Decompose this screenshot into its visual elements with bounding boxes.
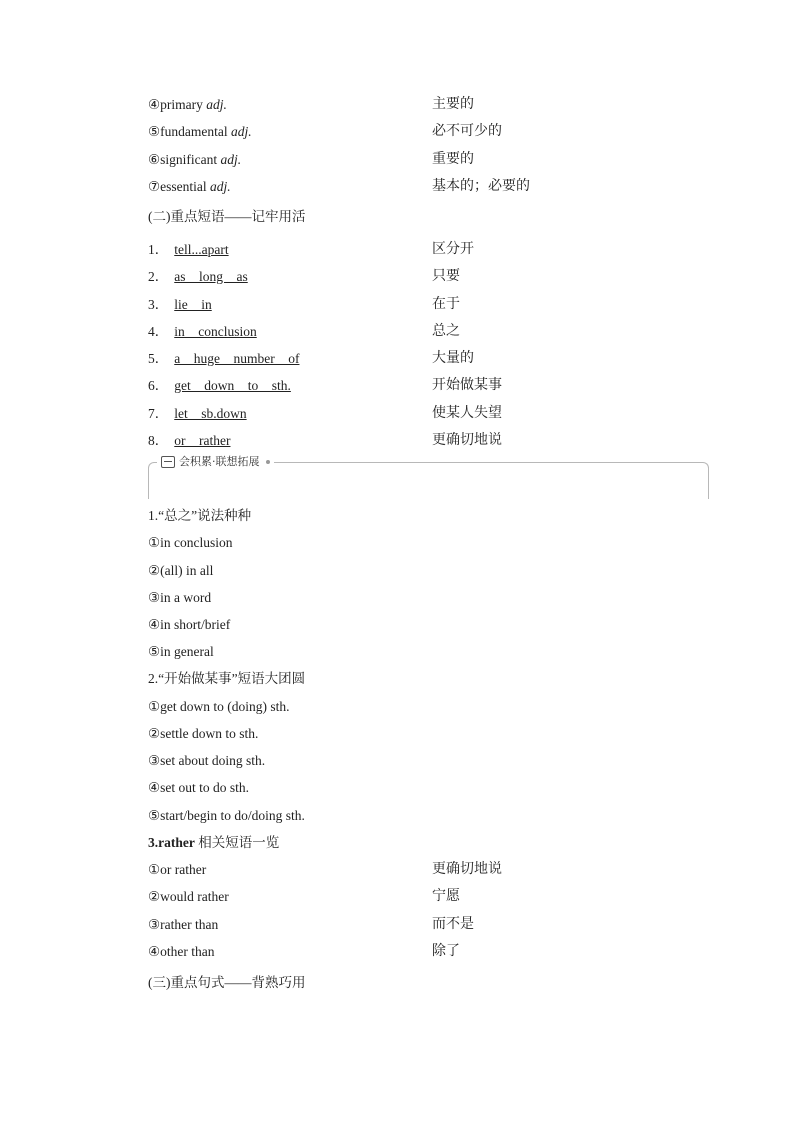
vocab-word: ⑦essential bbox=[148, 179, 210, 194]
phrase-number: 8． bbox=[148, 433, 169, 448]
phrase-number: 5． bbox=[148, 351, 169, 366]
group-3-phrase: ①or rather bbox=[148, 862, 207, 877]
vocab-word: ⑥significant bbox=[148, 152, 221, 167]
group-3-row bbox=[148, 914, 714, 936]
group-2-item: ⑤start/begin to do/doing sth. bbox=[148, 808, 305, 823]
book-icon bbox=[161, 456, 175, 468]
group-3-title bbox=[148, 832, 279, 854]
phrase-number: 7． bbox=[148, 406, 169, 421]
phrase-meaning: 更确切地说 bbox=[432, 433, 502, 448]
phrase-text: get down to sth. bbox=[174, 378, 291, 393]
dot-icon bbox=[266, 460, 270, 464]
phrase-row bbox=[148, 266, 714, 288]
vocab-row bbox=[148, 149, 714, 171]
vocab-meaning: 重要的 bbox=[432, 152, 474, 167]
group-2-title: 2.“开始做某事”短语大团圆 bbox=[148, 671, 306, 686]
group-1-item: ③in a word bbox=[148, 590, 212, 605]
group-3-meaning: 除了 bbox=[432, 944, 460, 959]
section-3-title: (三)重点句式——背熟巧用 bbox=[148, 975, 306, 990]
phrase-text: let sb.down bbox=[174, 406, 247, 421]
phrase-text: lie in bbox=[174, 297, 212, 312]
group-3-phrase: ④other than bbox=[148, 944, 215, 959]
group-2-item: ①get down to (doing) sth. bbox=[148, 699, 290, 714]
phrase-meaning: 区分开 bbox=[432, 242, 474, 257]
group-1-item: ①in conclusion bbox=[148, 535, 233, 550]
group-3-title-rest: 相关短语一览 bbox=[194, 835, 280, 850]
phrase-text: tell...apart bbox=[174, 242, 229, 257]
vocab-meaning: 必不可少的 bbox=[432, 124, 502, 139]
phrase-number: 1． bbox=[148, 242, 169, 257]
group-3-phrase: ②would rather bbox=[148, 889, 229, 904]
vocab-word: ⑤fundamental bbox=[148, 124, 231, 139]
phrase-number: 4． bbox=[148, 324, 169, 339]
group-3-row bbox=[148, 886, 714, 908]
expansion-box-label bbox=[157, 455, 274, 469]
group-1-item: ⑤in general bbox=[148, 644, 214, 659]
vocab-pos: adj. bbox=[220, 152, 242, 167]
phrase-meaning: 在于 bbox=[432, 297, 460, 312]
vocab-word: ④primary bbox=[148, 97, 207, 112]
phrase-number: 6． bbox=[148, 378, 169, 393]
group-2-item: ④set out to do sth. bbox=[148, 780, 249, 795]
phrase-row bbox=[148, 348, 714, 370]
phrase-row bbox=[148, 321, 714, 343]
vocab-pos: adj. bbox=[230, 124, 252, 139]
group-2-item: ②settle down to sth. bbox=[148, 726, 259, 741]
group-1-item: ④in short/brief bbox=[148, 617, 231, 632]
phrase-meaning: 大量的 bbox=[432, 351, 474, 366]
vocab-meaning: 主要的 bbox=[432, 97, 474, 112]
phrase-text: as long as bbox=[174, 269, 248, 284]
expansion-box bbox=[148, 455, 709, 499]
phrase-row bbox=[148, 294, 714, 316]
expansion-box-title: 会积累·联想拓展 bbox=[179, 455, 260, 468]
vocab-pos: adj. bbox=[209, 179, 231, 194]
vocab-row bbox=[148, 121, 714, 143]
group-2-item: ③set about doing sth. bbox=[148, 753, 266, 768]
phrase-text: or rather bbox=[174, 433, 231, 448]
phrase-row bbox=[148, 430, 714, 452]
phrase-number: 3． bbox=[148, 297, 169, 312]
section-2-title: (二)重点短语——记牢用活 bbox=[148, 209, 306, 224]
group-3-row bbox=[148, 859, 714, 881]
phrase-number: 2． bbox=[148, 269, 169, 284]
group-1-title: 1.“总之”说法种种 bbox=[148, 508, 252, 523]
phrase-text: in conclusion bbox=[174, 324, 257, 339]
group-3-phrase: ③rather than bbox=[148, 917, 219, 932]
phrase-row bbox=[148, 375, 714, 397]
phrase-meaning: 使某人失望 bbox=[432, 406, 502, 421]
vocab-row bbox=[148, 176, 714, 198]
group-3-meaning: 宁愿 bbox=[432, 889, 460, 904]
phrase-row bbox=[148, 403, 714, 425]
phrase-meaning: 总之 bbox=[432, 324, 460, 339]
vocab-pos: adj. bbox=[206, 97, 227, 112]
group-3-meaning: 更确切地说 bbox=[432, 862, 502, 877]
phrase-meaning: 开始做某事 bbox=[432, 378, 502, 393]
group-3-row bbox=[148, 941, 714, 963]
vocab-row bbox=[148, 94, 714, 116]
phrase-row bbox=[148, 239, 714, 261]
phrase-meaning: 只要 bbox=[432, 269, 460, 284]
vocab-meaning: 基本的；必要的 bbox=[432, 179, 530, 194]
group-3-title-bold: 3.rather bbox=[148, 835, 195, 850]
phrase-text: a huge number of bbox=[174, 351, 300, 366]
group-1-item: ②(all) in all bbox=[148, 563, 214, 578]
group-3-meaning: 而不是 bbox=[432, 917, 474, 932]
